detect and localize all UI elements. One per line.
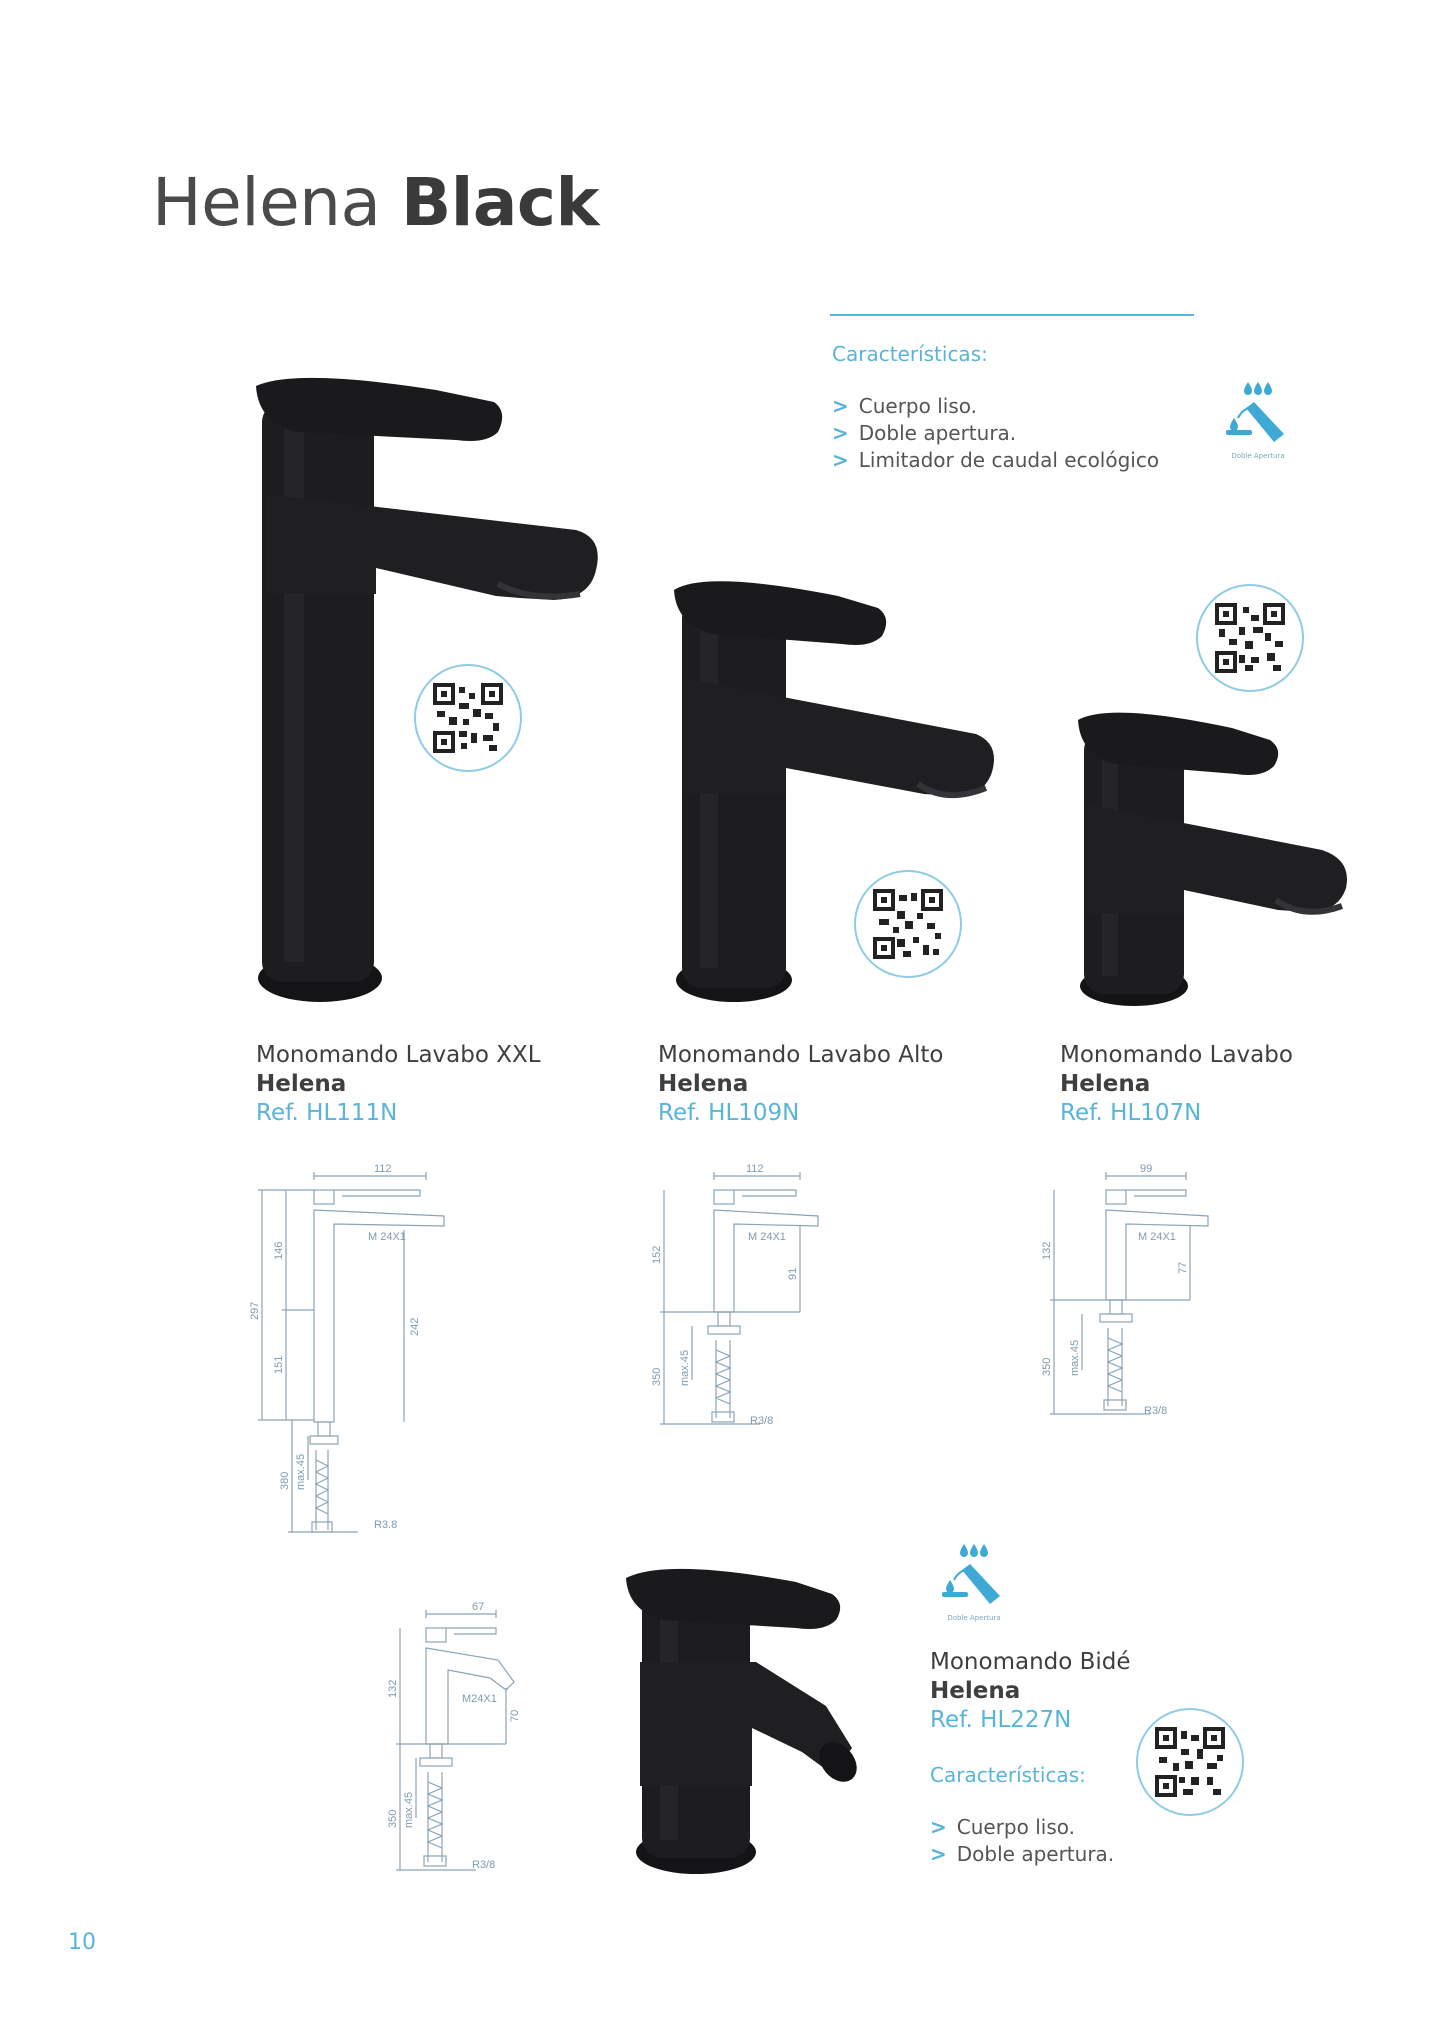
product-name: Monomando Lavabo Alto xyxy=(658,1042,944,1068)
double-opening-icon xyxy=(938,1540,1010,1622)
qr-code-alto[interactable] xyxy=(854,870,962,978)
dim-h4: 380 xyxy=(279,1471,291,1490)
dim-h4: 350 xyxy=(651,1367,663,1386)
double-opening-icon xyxy=(1222,378,1294,460)
features-divider xyxy=(830,314,1194,316)
product-ref: Ref. HL227N xyxy=(930,1707,1072,1733)
dim-h2: 151 xyxy=(273,1355,285,1374)
dim-h3: 77 xyxy=(1177,1261,1189,1274)
chevron-right-icon: > xyxy=(930,1842,947,1866)
dim-max: max.45 xyxy=(1069,1339,1081,1376)
dim-pipe: R3.8 xyxy=(374,1519,398,1531)
feature-item: > Cuerpo liso. xyxy=(832,394,977,418)
features-title: Características: xyxy=(832,342,988,366)
dim-thread: M 24X1 xyxy=(1138,1231,1176,1243)
dim-total: 297 xyxy=(249,1301,261,1320)
dim-pipe: R3/8 xyxy=(750,1415,774,1427)
icon-caption: Doble Apertura xyxy=(1231,452,1285,460)
product-xxl xyxy=(256,1041,541,1128)
product-name: Monomando Bidé xyxy=(930,1649,1131,1675)
icon-caption: Doble Apertura xyxy=(947,1614,1001,1622)
feature-item: > Cuerpo liso. xyxy=(930,1815,1075,1839)
dim-thread: M24X1 xyxy=(462,1693,497,1705)
features-list xyxy=(832,393,1159,474)
dim-max: max.45 xyxy=(679,1349,691,1386)
technical-drawing-lavabo xyxy=(1040,1160,1240,1422)
dim-max: max.45 xyxy=(295,1453,307,1490)
feature-item: > Doble apertura. xyxy=(930,1842,1115,1866)
technical-drawing-xxl xyxy=(248,1160,458,1540)
dim-thread: M 24X1 xyxy=(748,1231,786,1243)
product-ref: Ref. HL109N xyxy=(658,1100,800,1126)
product-series: Helena xyxy=(930,1678,1021,1704)
dim-h1: 132 xyxy=(1041,1241,1053,1260)
dim-width: 67 xyxy=(472,1601,485,1613)
dim-h3: 70 xyxy=(509,1709,521,1722)
product-series: Helena xyxy=(1060,1071,1151,1097)
product-alto xyxy=(658,1041,943,1128)
dim-h1: 152 xyxy=(651,1245,663,1264)
dim-thread: M 24X1 xyxy=(368,1231,406,1243)
feature-item: > Limitador de caudal ecológico xyxy=(832,448,1160,472)
dim-h4: 350 xyxy=(387,1809,399,1828)
product-lavabo xyxy=(1060,1041,1293,1128)
dim-h3: 91 xyxy=(787,1267,799,1280)
dim-h3: 242 xyxy=(409,1317,421,1336)
features-title-bide: Características: xyxy=(930,1763,1086,1787)
technical-drawing-alto xyxy=(650,1160,850,1432)
product-ref: Ref. HL111N xyxy=(256,1100,398,1126)
dim-pipe: R3/8 xyxy=(1144,1405,1168,1417)
dim-h4: 350 xyxy=(1041,1357,1053,1376)
product-bide xyxy=(930,1648,1131,1735)
page-title xyxy=(152,164,599,241)
qr-code-xxl[interactable] xyxy=(414,664,522,772)
dim-h1: 132 xyxy=(387,1679,399,1698)
page-number: 10 xyxy=(68,1930,96,1955)
title-light: Helena xyxy=(152,164,381,241)
dim-max: max.45 xyxy=(403,1791,415,1828)
qr-code-lavabo[interactable] xyxy=(1196,584,1304,692)
dim-pipe: R3/8 xyxy=(472,1859,496,1871)
faucet-lavabo-image xyxy=(1062,700,1362,1020)
dim-width: 112 xyxy=(374,1163,392,1175)
product-series: Helena xyxy=(658,1071,749,1097)
dim-width: 99 xyxy=(1140,1163,1153,1175)
title-bold: Black xyxy=(400,164,599,241)
chevron-right-icon: > xyxy=(832,421,849,445)
chevron-right-icon: > xyxy=(930,1815,947,1839)
product-name: Monomando Lavabo xyxy=(1060,1042,1293,1068)
technical-drawing-bide xyxy=(386,1598,536,1878)
product-series: Helena xyxy=(256,1071,347,1097)
product-ref: Ref. HL107N xyxy=(1060,1100,1202,1126)
dim-width: 112 xyxy=(746,1163,764,1175)
faucet-alto-image xyxy=(656,568,1016,1018)
chevron-right-icon: > xyxy=(832,394,849,418)
faucet-bide-image xyxy=(606,1556,876,1886)
qr-code-bide[interactable] xyxy=(1136,1708,1244,1816)
features-list-bide xyxy=(930,1814,1114,1868)
product-name: Monomando Lavabo XXL xyxy=(256,1042,541,1068)
feature-item: > Doble apertura. xyxy=(832,421,1017,445)
chevron-right-icon: > xyxy=(832,448,849,472)
dim-h1: 146 xyxy=(273,1241,285,1260)
